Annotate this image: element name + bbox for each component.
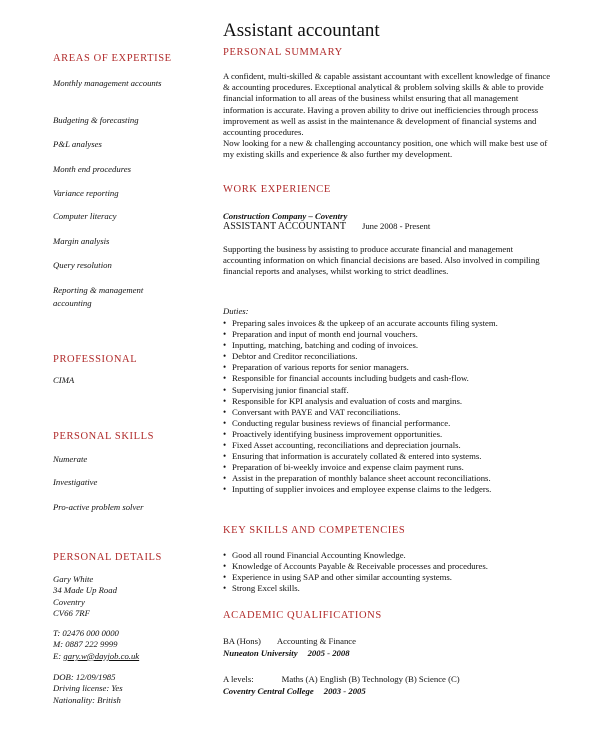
alevels-grades: Maths (A) English (B) Technology (B) Science (C) [281, 674, 460, 684]
alevels-row [223, 674, 553, 686]
professional-item: CIMA [53, 375, 75, 385]
role-row [223, 221, 553, 232]
skill-item: Investigative [53, 477, 98, 487]
job-title: ASSISTANT ACCOUNTANT [223, 221, 346, 232]
other-details [53, 672, 193, 706]
details-heading: PERSONAL DETAILS [53, 552, 162, 563]
duty-item: • Conversant with PAYE and VAT reconciliations. [223, 407, 553, 418]
email-row [53, 651, 193, 662]
area-item: Monthly management accounts [53, 78, 162, 88]
nationality: Nationality: British [53, 694, 121, 705]
duty-item: • Preparation of various reports for senior managers. [223, 362, 553, 373]
area-item: P&L analyses [53, 139, 102, 149]
duty-item: • Responsible for financial accounts including budgets and cash-flow. [223, 373, 553, 384]
summary-heading: PERSONAL SUMMARY [223, 47, 343, 58]
phone: T: 02476 000 0000 [53, 628, 119, 638]
university-years: 2005 - 2008 [307, 647, 350, 658]
duties-list [223, 318, 553, 496]
page-title: Assistant accountant [223, 20, 380, 41]
summary-paragraph: A confident, multi-skilled & capable assistant accountant with excellent knowledge of finance & accounting procedures. Exceptional analytical & problem solving skills & able to provide financial information to all areas of the business whilst ensuring that all management information is accurate. Having a proven ability to drive out inefficiencies through process improvement as well as assist in the maintenance & development of financial systems and accounting procedures. [223, 71, 551, 138]
duty-item: • Preparation and input of month end journal vouchers. [223, 329, 553, 340]
work-description: Supporting the business by assisting to produce accurate financial and management accounting information on which financial decisions are based. Also involved in compiling financial reports and analyses, whilst working to strict deadlines. [223, 244, 540, 277]
duty-item: • Conducting regular business reviews of financial performance. [223, 418, 553, 429]
mobile: M: 0887 222 9999 [53, 639, 118, 650]
area-item: Month end procedures [53, 164, 132, 174]
duties-label: Duties: [223, 306, 249, 316]
name: Gary White [53, 574, 94, 584]
area-item: Variance reporting [53, 188, 119, 198]
work-heading: WORK EXPERIENCE [223, 184, 331, 195]
duty-item: • Preparing sales invoices & the upkeep of an accurate accounts filing system. [223, 318, 553, 329]
college: Coventry Central College [223, 685, 314, 696]
key-skills-heading: KEY SKILLS AND COMPETENCIES [223, 525, 406, 536]
summary-text [223, 71, 553, 161]
driving-license: Driving license: Yes [53, 683, 123, 694]
degree: BA (Hons) [223, 636, 261, 646]
duty-item: • Debtor and Creditor reconciliations. [223, 351, 553, 362]
email-label: E: [53, 650, 64, 661]
key-skill-item: • Knowledge of Accounts Payable & Receivable processes and procedures. [223, 561, 553, 572]
key-skill-item: • Good all round Financial Accounting Knowledge. [223, 550, 553, 561]
university-row [223, 648, 553, 660]
duty-item: • Ensuring that information is accurately collated & entered into systems. [223, 451, 553, 462]
university: Nuneaton University [223, 647, 298, 658]
duty-item: • Supervising junior financial staff. [223, 385, 553, 396]
area-item: Query resolution [53, 260, 112, 270]
work-entry-header [223, 211, 553, 232]
address-line-2: Coventry [53, 596, 85, 607]
key-skill-item: • Strong Excel skills. [223, 583, 553, 594]
degree-subject: Accounting & Finance [276, 636, 357, 646]
duty-item: • Inputting of supplier invoices and employee expense claims to the ledgers. [223, 484, 553, 495]
area-item: Computer literacy [53, 211, 117, 221]
personal-details [53, 574, 193, 619]
area-item: Budgeting & forecasting [53, 115, 139, 125]
address-line-1: 34 Made Up Road [53, 585, 117, 596]
academic-heading: ACADEMIC QUALIFICATIONS [223, 610, 382, 621]
duty-item: • Fixed Asset accounting, reconciliations and depreciation journals. [223, 440, 553, 451]
duty-item: • Preparation of bi-weekly invoice and expense claim payment runs. [223, 462, 553, 473]
duty-item: • Inputting, matching, batching and coding of invoices. [223, 340, 553, 351]
skill-item: Numerate [53, 454, 88, 464]
duty-item: • Proactively identifying business improvement opportunities. [223, 429, 553, 440]
duty-item: • Assist in the preparation of monthly balance sheet account reconciliations. [223, 473, 553, 484]
company-name: Construction Company – Coventry [223, 211, 348, 221]
college-years: 2003 - 2005 [323, 685, 366, 696]
area-item: Margin analysis [53, 236, 110, 246]
duty-item: • Responsible for KPI analysis and evaluation of costs and margins. [223, 396, 553, 407]
college-row [223, 686, 553, 698]
contact-details [53, 628, 193, 662]
email-link[interactable]: gary.w@dayjob.co.uk [63, 650, 140, 661]
areas-heading: AREAS OF EXPERTISE [53, 53, 172, 64]
dob: DOB: 12/09/1985 [53, 672, 116, 682]
skills-heading: PERSONAL SKILLS [53, 431, 155, 442]
key-skill-item: • Experience in using SAP and other similar accounting systems. [223, 572, 553, 583]
alevels-label: A levels: [223, 674, 254, 684]
skill-item: Pro-active problem solver [53, 502, 144, 512]
area-item: Reporting & management accounting [53, 285, 144, 308]
summary-paragraph: Now looking for a new & challenging accountancy position, one which will make best use of my existing skills and experience & also further my development. [223, 138, 548, 160]
alevels-entry [223, 674, 553, 697]
key-skills-list [223, 550, 553, 594]
job-dates: June 2008 - Present [361, 221, 431, 231]
degree-entry [223, 636, 553, 659]
degree-row [223, 636, 553, 648]
postcode: CV66 7RF [53, 607, 90, 618]
professional-heading: PROFESSIONAL [53, 354, 138, 365]
